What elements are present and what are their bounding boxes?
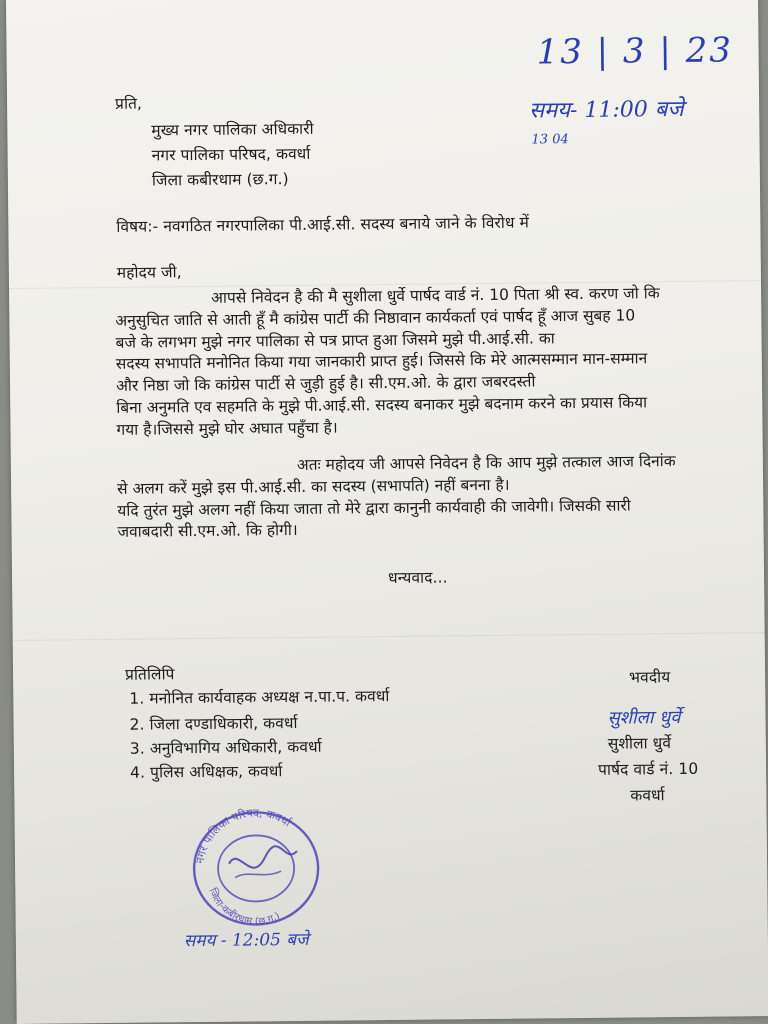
salutation: महोदय जी, (116, 263, 182, 282)
subject-line: विषय:- नवगठित नगरपालिका पी.आई.सी. सदस्य बनाये जाने के विरोध में (116, 213, 530, 236)
copy-item: 4. पुलिस अधिक्षक, कवर्धा (130, 762, 283, 782)
signature: सुशीला धुर्वे (607, 706, 681, 729)
closing-name: सुशीला धुर्वे (607, 734, 672, 753)
fold-line (13, 632, 765, 641)
address-to: प्रति, (114, 94, 143, 113)
official-stamp (184, 805, 327, 928)
received-time-note: समय - 12:05 बजे (183, 929, 309, 952)
request-line: से अलग करें मुझे इस पी.आई.सी. का सदस्य (सभापति) नहीं बनना है। (117, 475, 510, 498)
request-paragraph (117, 450, 728, 544)
stamp-top-text: नगर पालिका परिषद, कवर्धा (193, 806, 294, 865)
closing-city: कवर्धा (630, 786, 665, 805)
body-paragraph (115, 282, 727, 441)
thanks-text: धन्यवाद... (387, 568, 448, 588)
copy-item: 1. मनोनित कार्यवाहक अध्यक्ष न.पा.प. कवर्धा (129, 687, 390, 708)
request-line: यदि तुरंत मुझे अलग नहीं किया जाता तो मेरे द्वारा कानुनी कार्यवाही की जावेगी। जिसकी सारी (117, 496, 631, 520)
body-line: गया है।जिससे मुझे घोर अघात पहुँचा है। (116, 418, 338, 439)
address-line-3: जिला कबीरधाम (छ.ग.) (151, 170, 289, 190)
handwritten-note: 13 04 (531, 132, 569, 148)
svg-text:जिला-कबीरधाम (छ.ग.) (206, 886, 282, 928)
closing-ward: पार्षद वार्ड नं. 10 (597, 759, 699, 779)
handwritten-time: समय- 11:00 बजे (529, 96, 684, 124)
handwritten-date: 13 | 3 | 23 (536, 30, 734, 73)
body-line: आपसे निवेदन है की मै सुशीला धुर्वे पार्षद वार्ड नं. 10 पिता श्री स्व. करण जो कि (211, 284, 660, 307)
body-line: सदस्य सभापति मनोनित किया गया जानकारी प्राप्त हुई। जिससे कि मेरे आत्मसम्मान मान-सम्मान (115, 349, 648, 374)
address-line-2: नगर पालिका परिषद, कवर्धा (151, 144, 311, 165)
body-line: और निष्ठा जो कि कांग्रेस पार्टी से जुड़ी हुई है। सी.एम.ओ. के द्वारा जबरदस्ती (115, 372, 536, 396)
stamp-bottom-text: जिला-कबीरधाम (छ.ग.) (206, 886, 282, 928)
request-line: जवाबदारी सी.एम.ओ. कि होगी। (117, 521, 298, 542)
copy-heading: प्रतिलिपि (124, 665, 175, 684)
body-line: बिना अनुमति एव सहमति के मुझे पी.आई.सी. सदस्य बनाकर मुझे बदनाम करने का प्रयास किया (116, 393, 648, 417)
body-line: बजे के लगभग मुझे नगर पालिका से पत्र प्राप्त हुआ जिसमे मुझे पी.आई.सी. का (115, 328, 555, 352)
request-line: अतः महोदय जी आपसे निवेदन है कि आप मुझे तत्काल आज दिनांक (296, 452, 676, 474)
copy-item: 3. अनुविभागिय अधिकारी, कवर्धा (129, 737, 322, 758)
body-line: अनुसुचित जाति से आती हूँ मै कांग्रेस पार्टी की निष्ठावान कार्यकर्ता एवं पार्षद हूँ आज सुबह 10 (115, 306, 636, 330)
address-line-1: मुख्य नगर पालिका अधिकारी (151, 119, 314, 140)
copy-item: 2. जिला दण्डाधिकारी, कवर्धा (129, 713, 298, 734)
closing-yours: भवदीय (629, 668, 671, 687)
svg-text:नगर पालिका परिषद, कवर्धा (193, 806, 295, 865)
letter-page (6, 0, 768, 1024)
